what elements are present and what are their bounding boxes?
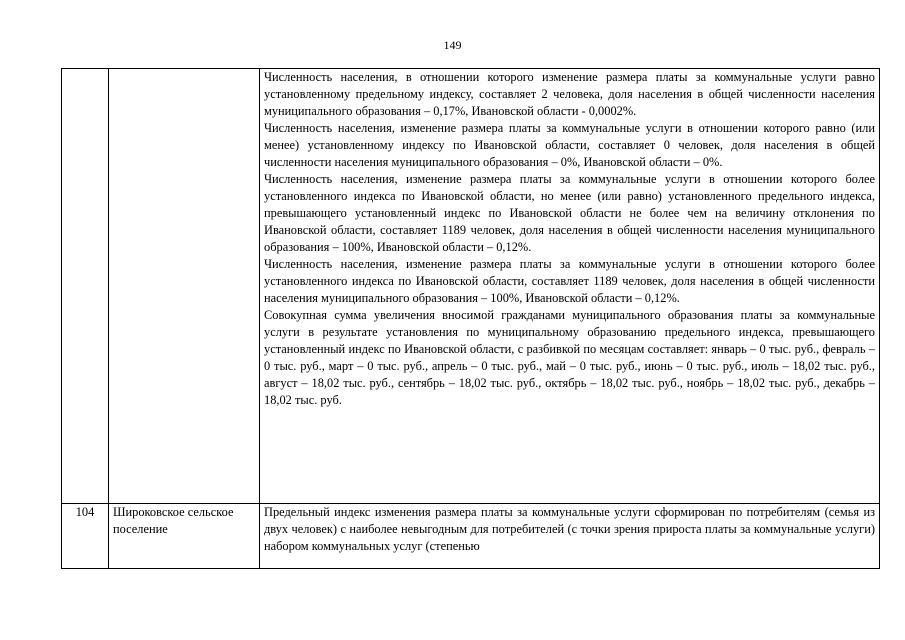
paragraph: Численность населения, изменение размера платы за коммунальные услуги в отношении которого более установленного индекса по Ивановской области, но менее (или равно) установленного предельного индекса, превышающего установленный индекс по Ивановской области не более чем на величину отклонения по Ивановской области, составляет 1189 человек, доля населения в общей численности населения муниципального образования – 100%, Ивановской области – 0,12%. (264, 172, 875, 254)
municipality-name-cell: Широковское сельское поселение (109, 504, 260, 569)
description-cell (260, 69, 880, 504)
municipality-name-cell (109, 69, 260, 504)
row-number-cell (62, 69, 109, 504)
table-row (62, 69, 880, 504)
description-cell (260, 504, 880, 569)
page-number: 149 (443, 38, 462, 52)
document-table (61, 68, 880, 569)
paragraph: Численность населения, изменение размера платы за коммунальные услуги в отношении которого равно (или менее) установленному индексу по Ивановской области, составляет 0 человек, доля населения в общей численности населения муниципального образования – 0%, Ивановской области – 0%. (264, 121, 875, 169)
row-number-cell: 104 (62, 504, 109, 569)
paragraph: Предельный индекс изменения размера платы за коммунальные услуги сформирован по потребителям (семья из двух человек) с наиболее невыгодным для потребителей (с точки зрения прироста платы за коммунальные услуги) набором коммунальных услуг (степенью (264, 505, 875, 553)
paragraph: Численность населения, изменение размера платы за коммунальные услуги в отношении которого более установленного индекса по Ивановской области, составляет 1189 человек, доля населения в общей численности населения муниципального образования – 100%, Ивановской области – 0,12%. (264, 257, 875, 305)
table-row (62, 504, 880, 569)
paragraph: Совокупная сумма увеличения вносимой гражданами муниципального образования платы за коммунальные услуги в результате установления по муниципальному образованию предельного индекса, превышающего установленный индекс по Ивановской области, с разбивкой по месяцам составляет: январь – 0 тыс. руб., февраль – 0 тыс. руб., март – 0 тыс. руб., апрель – 0 тыс. руб., май – 0 тыс. руб., июнь – 0 тыс. руб., июль – 18,02 тыс. руб., август – 18,02 тыс. руб., сентябрь – 18,02 тыс. руб., октябрь – 18,02 тыс. руб., ноябрь – 18,02 тыс. руб., декабрь – 18,02 тыс. руб. (264, 308, 875, 407)
paragraph: Численность населения, в отношении которого изменение размера платы за коммунальные услуги равно установленному предельному индексу, составляет 2 человека, доля населения в общей численности населения муниципального образования – 0,17%, Ивановской области - 0,0002%. (264, 70, 875, 118)
